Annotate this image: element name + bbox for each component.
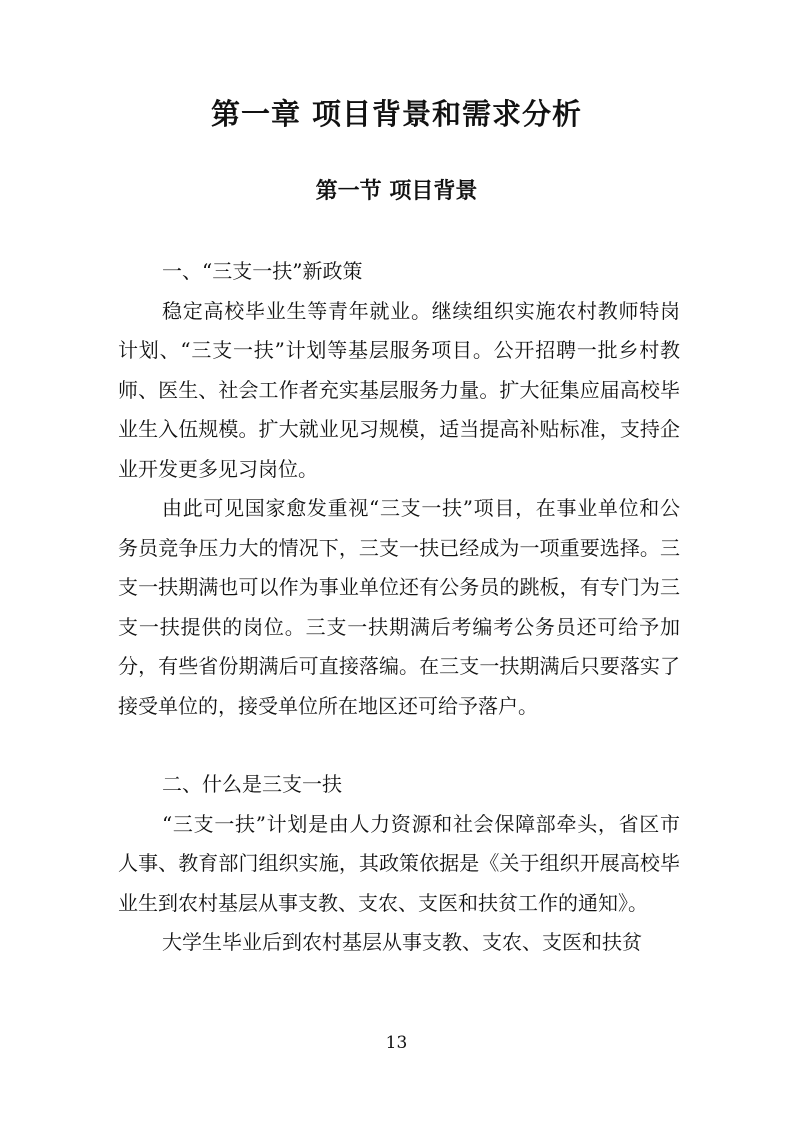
paragraph: 由此可见国家愈发重视“三支一扶”项目，在事业单位和公务员竞争压力大的情况下，三支一扶已经成为一项重要选择。三支一扶期满也可以作为事业单位还有公务员的跳板，有专门为三支一扶提供的岗位。三支一扶期满后考编考公务员还可给予加分，有些省份期满后可直接落编。在三支一扶期满后只要落实了接受单位的，接受单位所在地区还可给予落户。 (118, 496, 680, 718)
document-body (118, 252, 680, 963)
chapter-title: 第一章 项目背景和需求分析 (210, 97, 583, 131)
page-number: 13 (385, 1033, 408, 1053)
subheading-what-is: 二、什么是三支一扶 (162, 772, 342, 796)
paragraph: 稳定高校毕业生等青年就业。继续组织实施农村教师特岗计划、“三支一扶”计划等基层服务项目。公开招聘一批乡村教师、医生、社会工作者充实基层服务力量。扩大征集应届高校毕业生入伍规模。扩大就业见习规模，适当提高补贴标准，支持企业开发更多见习岗位。 (118, 298, 680, 481)
paragraph: “三支一扶”计划是由人力资源和社会保障部牵头，省区市人事、教育部门组织实施，其政策依据是《关于组织开展高校毕业生到农村基层从事支教、支农、支医和扶贫工作的通知》。 (118, 811, 680, 915)
subheading-new-policy: 一、“三支一扶”新政策 (162, 259, 363, 283)
section-title: 第一节 项目背景 (315, 179, 478, 204)
paragraph: 大学生毕业后到农村基层从事支教、支农、支医和扶贫 (162, 930, 642, 954)
